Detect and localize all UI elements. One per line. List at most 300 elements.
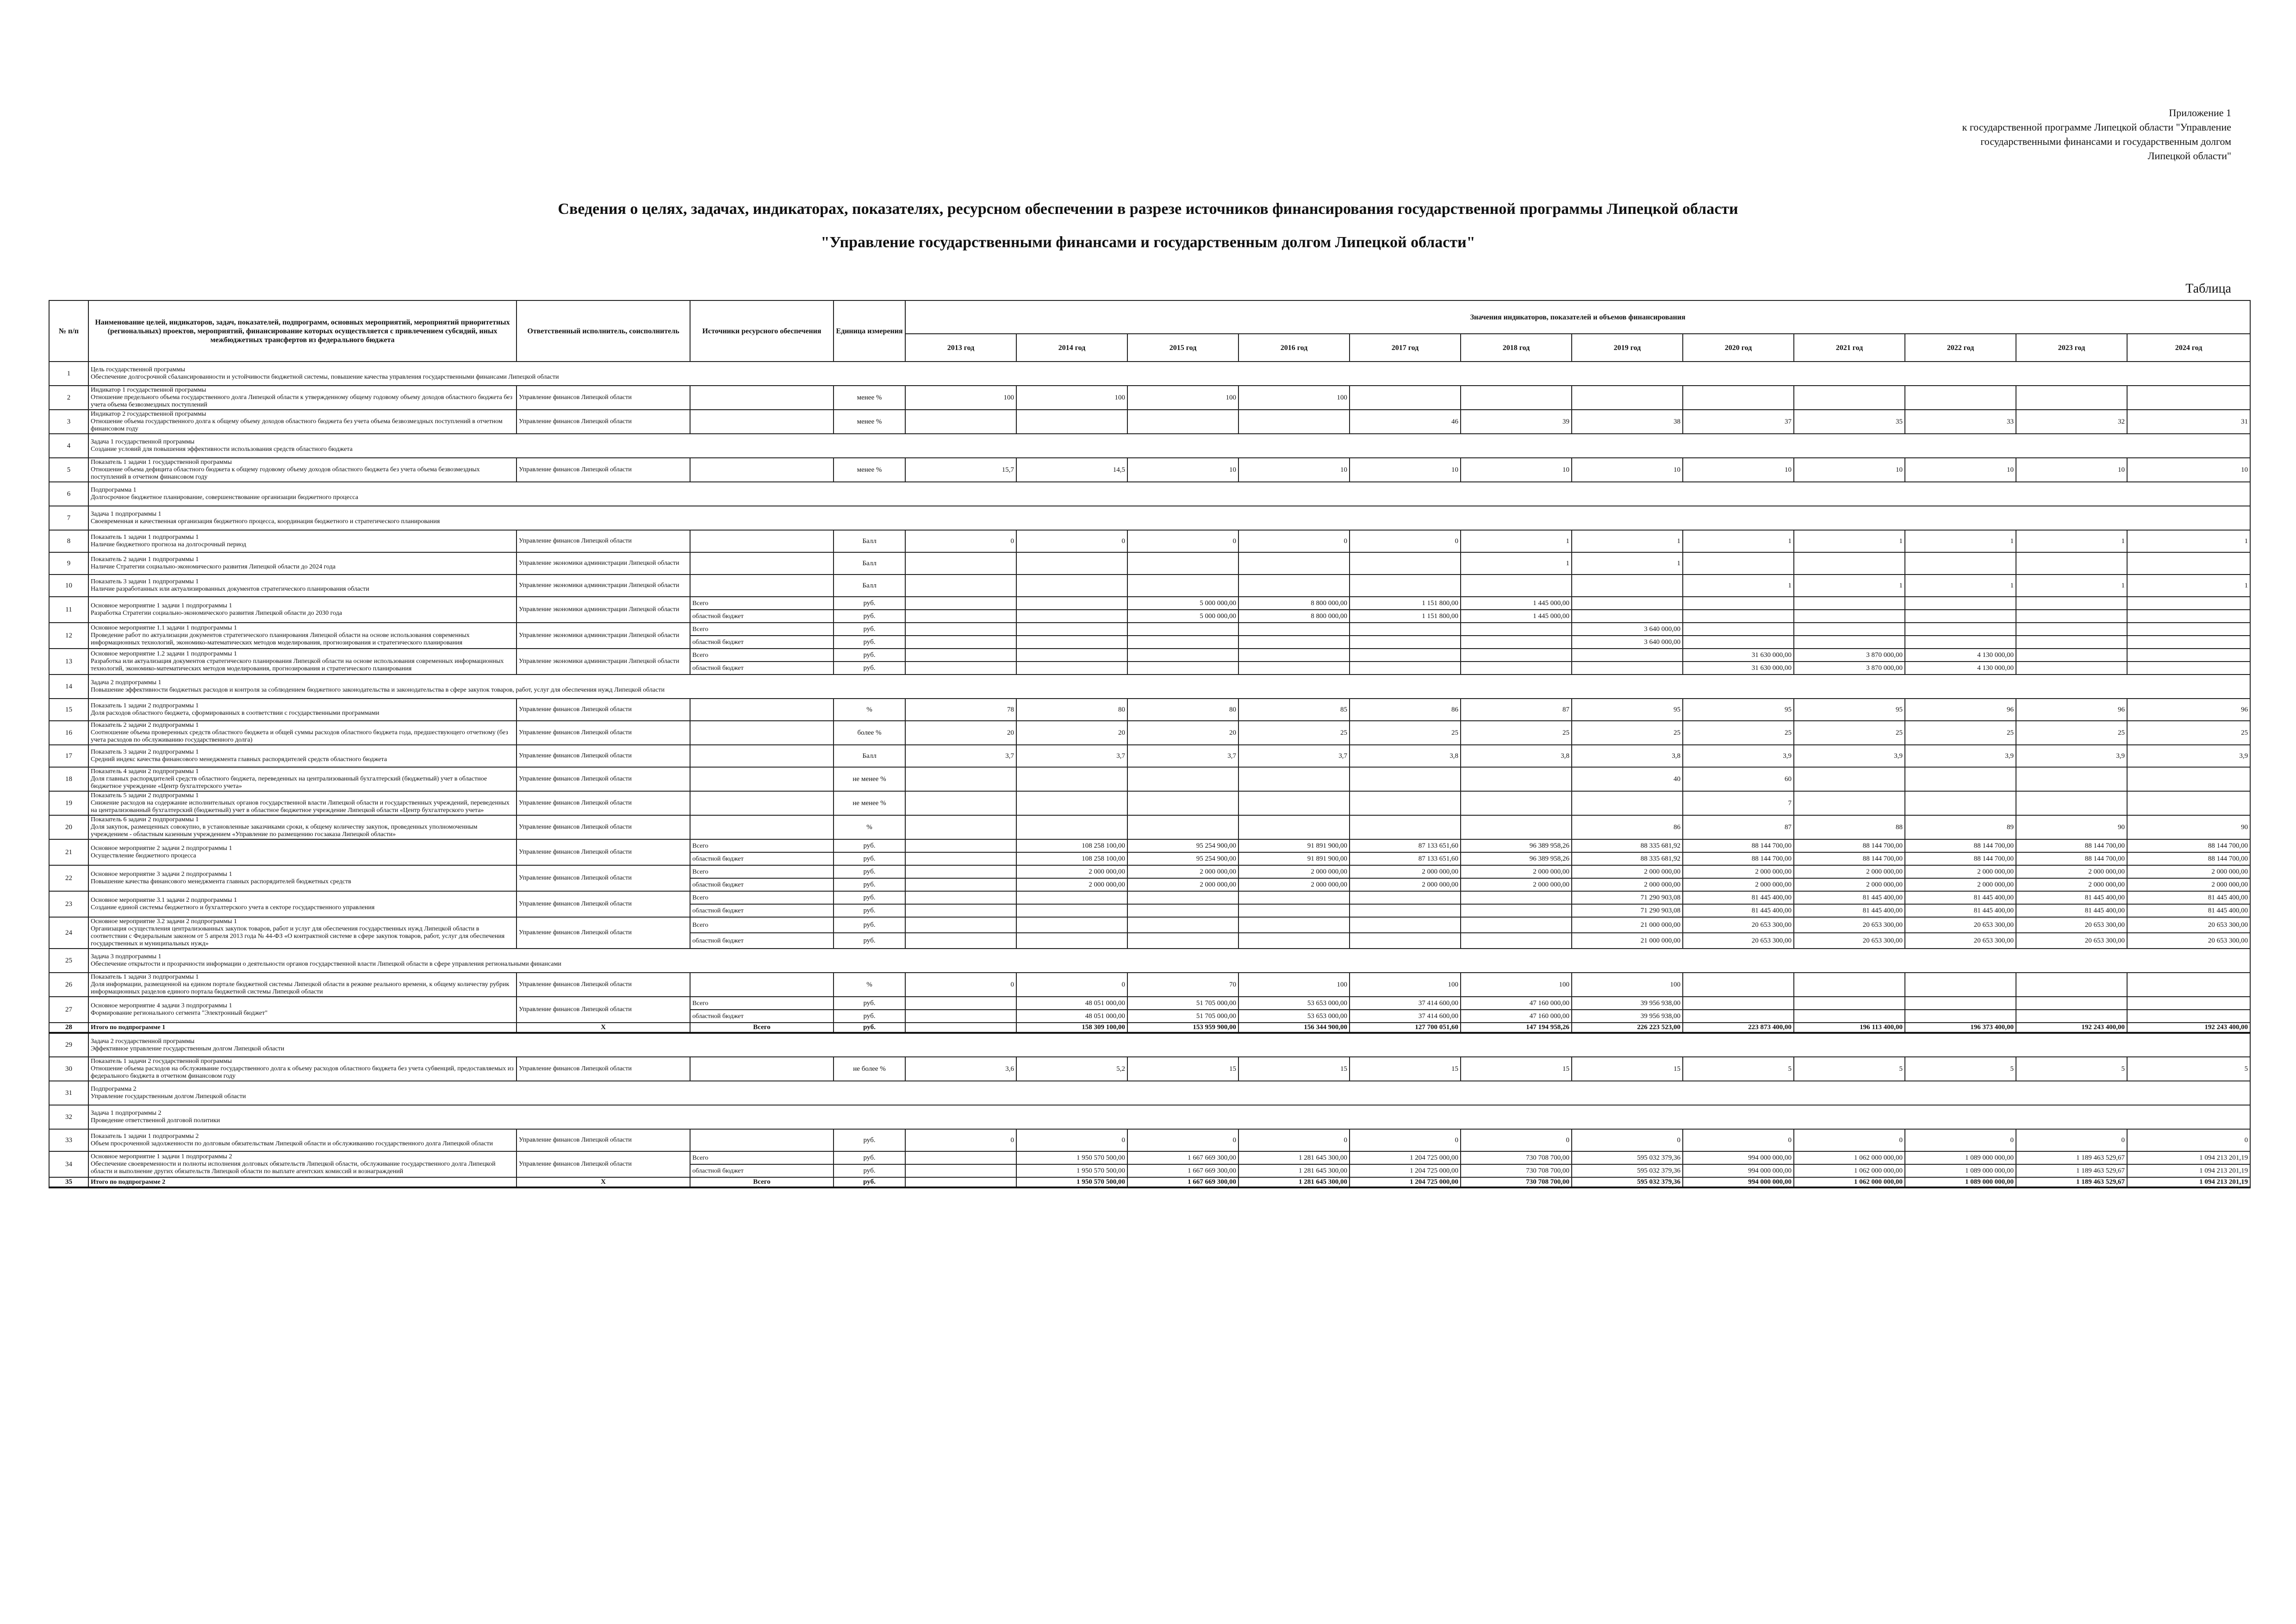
value-cell: 4 130 000,00 <box>1905 649 2016 662</box>
value-cell <box>1794 386 1905 410</box>
table-row <box>49 575 2250 597</box>
value-cell <box>1016 575 1127 597</box>
value-cell: 3,7 <box>1127 745 1238 767</box>
value-cell: 2 000 000,00 <box>1572 865 1683 878</box>
value-cell: 223 873 400,00 <box>1683 1023 1794 1033</box>
row-unit: Балл <box>834 552 905 575</box>
value-cell: 2 000 000,00 <box>1461 865 1572 878</box>
value-cell: 86 <box>1572 815 1683 839</box>
table-row <box>49 949 2250 973</box>
value-cell <box>1905 973 2016 997</box>
value-cell: 730 708 700,00 <box>1461 1177 1572 1187</box>
row-number: 28 <box>49 1023 88 1033</box>
value-cell: 8 800 000,00 <box>1238 597 1350 610</box>
value-cell: 96 <box>1905 699 2016 721</box>
value-cell: 1 <box>1905 575 2016 597</box>
value-cell <box>1461 815 1572 839</box>
value-cell: 10 <box>2127 458 2250 482</box>
value-cell: 1 094 213 201,19 <box>2127 1164 2250 1177</box>
header-num: № п/п <box>49 300 88 362</box>
value-cell: 2 000 000,00 <box>1794 878 1905 891</box>
table-row <box>49 917 2250 933</box>
value-cell: 100 <box>1238 386 1350 410</box>
value-cell <box>1127 917 1238 933</box>
row-source: областной бюджет <box>690 1010 834 1023</box>
value-cell <box>905 933 1016 949</box>
row-description: Показатель 1 задачи 1 государственной программы Отношение объема дефицита областного бюджета к общему годовому объему доходов областного бюджета без учета объема безвозмездных поступлений в отчетном финансовом году <box>88 458 516 482</box>
row-unit: руб. <box>834 610 905 623</box>
value-cell: 15 <box>1127 1057 1238 1081</box>
value-cell <box>1350 575 1461 597</box>
value-cell <box>1238 410 1350 434</box>
value-cell <box>1683 997 1794 1010</box>
value-cell <box>1683 973 1794 997</box>
row-unit: Балл <box>834 745 905 767</box>
value-cell: 20 <box>905 721 1016 745</box>
table-row <box>49 973 2250 997</box>
row-source <box>690 1057 834 1081</box>
value-cell <box>905 410 1016 434</box>
value-cell: 35 <box>1794 410 1905 434</box>
row-description: Основное мероприятие 3.1 задачи 2 подпрограммы 1 Создание единой системы бюджетного и бухгалтерского учета в секторе государственного управления <box>88 891 516 917</box>
row-number: 25 <box>49 949 88 973</box>
value-cell <box>1350 791 1461 815</box>
row-source: Всего <box>690 997 834 1010</box>
value-cell <box>1016 791 1127 815</box>
value-cell: 20 653 300,00 <box>1905 933 2016 949</box>
value-cell: 1 <box>2127 530 2250 552</box>
value-cell: 1 189 463 529,67 <box>2016 1177 2127 1187</box>
value-cell: 1 <box>1683 575 1794 597</box>
row-unit: не менее % <box>834 791 905 815</box>
section-title: Задача 2 подпрограммы 1 Повышение эффективности бюджетных расходов и контроля за соблюдением бюджетного законодательства и законодательства в сфере закупок товаров, работ, услуг для обеспечения нужд Липецкой области <box>88 675 2250 699</box>
value-cell: 0 <box>905 530 1016 552</box>
program-title: "Управление государственными финансами и государственным долгом Липецкой области" <box>821 234 1475 251</box>
table-label: Таблица <box>2185 281 2231 296</box>
table-row <box>49 839 2250 852</box>
row-source: областной бюджет <box>690 878 834 891</box>
value-cell: 730 708 700,00 <box>1461 1151 1572 1164</box>
row-unit: руб. <box>834 865 905 878</box>
value-cell <box>1905 623 2016 636</box>
value-cell: 88 335 681,92 <box>1572 852 1683 865</box>
row-source: Всего <box>690 597 834 610</box>
row-source <box>690 699 834 721</box>
value-cell: 5 <box>1905 1057 2016 1081</box>
row-responsible: Управление финансов Липецкой области <box>516 410 690 434</box>
row-source <box>690 791 834 815</box>
row-description: Показатель 1 задачи 2 подпрограммы 1 Доля расходов областного бюджета, сформированных в соответствии с государственными программами <box>88 699 516 721</box>
value-cell: 88 144 700,00 <box>1683 852 1794 865</box>
row-description: Показатель 1 задачи 1 подпрограммы 1 Наличие бюджетного прогноза на долгосрочный период <box>88 530 516 552</box>
row-responsible: Управление финансов Липецкой области <box>516 1057 690 1081</box>
value-cell <box>1016 649 1127 662</box>
value-cell <box>1461 891 1572 904</box>
value-cell: 48 051 000,00 <box>1016 997 1127 1010</box>
value-cell: 87 <box>1683 815 1794 839</box>
row-number: 19 <box>49 791 88 815</box>
value-cell <box>1016 933 1127 949</box>
row-number: 7 <box>49 506 88 530</box>
row-unit: менее % <box>834 386 905 410</box>
value-cell <box>2016 767 2127 791</box>
value-cell <box>1461 386 1572 410</box>
value-cell: 88 144 700,00 <box>1905 839 2016 852</box>
row-unit: руб. <box>834 1151 905 1164</box>
table-row <box>49 1151 2250 1164</box>
value-cell <box>1461 649 1572 662</box>
value-cell <box>1683 623 1794 636</box>
value-cell: 100 <box>1127 386 1238 410</box>
row-number: 3 <box>49 410 88 434</box>
value-cell: 10 <box>1350 458 1461 482</box>
row-responsible: Управление финансов Липецкой области <box>516 815 690 839</box>
value-cell <box>2127 973 2250 997</box>
value-cell: 53 653 000,00 <box>1238 1010 1350 1023</box>
value-cell: 3,8 <box>1572 745 1683 767</box>
header-name: Наименование целей, индикаторов, задач, показателей, подпрограмм, основных мероприятий, мероприятий приоритетных (региональных) проектов, мероприятий, финансирование которых осуществляется с привлечением субсидий, иных межбюджетных трансфертов из федерального бюджета <box>88 300 516 362</box>
row-unit: менее % <box>834 410 905 434</box>
value-cell: 8 800 000,00 <box>1238 610 1350 623</box>
value-cell <box>905 904 1016 917</box>
value-cell: 1 <box>1461 552 1572 575</box>
value-cell <box>1461 933 1572 949</box>
header-year: 2017 год <box>1350 334 1461 362</box>
value-cell: 2 000 000,00 <box>1016 878 1127 891</box>
row-unit: руб. <box>834 1010 905 1023</box>
value-cell <box>2127 767 2250 791</box>
value-cell: 80 <box>1016 699 1127 721</box>
value-cell: 15 <box>1238 1057 1350 1081</box>
row-responsible: Управление финансов Липецкой области <box>516 839 690 865</box>
value-cell: 1 445 000,00 <box>1461 597 1572 610</box>
value-cell: 60 <box>1683 767 1794 791</box>
row-unit: % <box>834 699 905 721</box>
value-cell <box>1461 636 1572 649</box>
row-description: Основное мероприятие 3 задачи 2 подпрограммы 1 Повышение качества финансового менеджмента главных распорядителей бюджетных средств <box>88 865 516 891</box>
value-cell <box>2127 791 2250 815</box>
table-row <box>49 1105 2250 1129</box>
value-cell: 10 <box>1572 458 1683 482</box>
value-cell: 100 <box>1572 973 1683 997</box>
value-cell: 15 <box>1572 1057 1683 1081</box>
value-cell: 1 281 645 300,00 <box>1238 1151 1350 1164</box>
value-cell <box>1016 552 1127 575</box>
row-description: Показатель 2 задачи 2 подпрограммы 1 Соотношение объема проверенных средств областного бюджета и общей суммы расходов областного бюджета года, предшествующего отчетному (без учета расходов по обслуживанию государственного долга) <box>88 721 516 745</box>
value-cell: 1 062 000 000,00 <box>1794 1177 1905 1187</box>
value-cell: 3 870 000,00 <box>1794 649 1905 662</box>
value-cell: 39 956 938,00 <box>1572 997 1683 1010</box>
table-row <box>49 597 2250 610</box>
row-unit: руб. <box>834 904 905 917</box>
value-cell: 20 653 300,00 <box>2016 917 2127 933</box>
value-cell: 127 700 051,60 <box>1350 1023 1461 1033</box>
row-description: Основное мероприятие 4 задачи 3 подпрограммы 1 Формирование регионального сегмента "Электронный бюджет" <box>88 997 516 1023</box>
table-row <box>49 675 2250 699</box>
value-cell: 1 <box>1794 530 1905 552</box>
value-cell <box>905 839 1016 852</box>
value-cell <box>905 917 1016 933</box>
row-responsible: Управление экономики администрации Липецкой области <box>516 552 690 575</box>
value-cell <box>905 865 1016 878</box>
value-cell: 147 194 958,26 <box>1461 1023 1572 1033</box>
value-cell <box>1905 767 2016 791</box>
row-unit: руб. <box>834 662 905 675</box>
value-cell: 1 189 463 529,67 <box>2016 1164 2127 1177</box>
header-year: 2023 год <box>2016 334 2127 362</box>
value-cell <box>1127 933 1238 949</box>
value-cell <box>1683 552 1794 575</box>
value-cell: 88 144 700,00 <box>1683 839 1794 852</box>
value-cell <box>1238 662 1350 675</box>
value-cell: 71 290 903,08 <box>1572 904 1683 917</box>
value-cell: 1 <box>1572 530 1683 552</box>
row-number: 22 <box>49 865 88 891</box>
row-unit: руб. <box>834 917 905 933</box>
value-cell: 1 <box>2016 575 2127 597</box>
value-cell <box>2127 997 2250 1010</box>
value-cell: 47 160 000,00 <box>1461 1010 1572 1023</box>
value-cell: 25 <box>1794 721 1905 745</box>
row-source: Всего <box>690 839 834 852</box>
row-source <box>690 815 834 839</box>
value-cell: 1 089 000 000,00 <box>1905 1177 2016 1187</box>
total-row <box>49 1177 2250 1187</box>
value-cell: 2 000 000,00 <box>1905 865 2016 878</box>
value-cell <box>1572 662 1683 675</box>
value-cell: 71 290 903,08 <box>1572 891 1683 904</box>
row-number: 14 <box>49 675 88 699</box>
row-unit: Балл <box>834 575 905 597</box>
value-cell: 20 653 300,00 <box>1794 933 1905 949</box>
row-number: 24 <box>49 917 88 949</box>
value-cell: 87 133 651,60 <box>1350 852 1461 865</box>
row-responsible: Управление финансов Липецкой области <box>516 917 690 949</box>
value-cell: 25 <box>1238 721 1350 745</box>
value-cell: 88 144 700,00 <box>1905 852 2016 865</box>
row-source: Всего <box>690 1177 834 1187</box>
row-description: Индикатор 2 государственной программы Отношение объема государственного долга к общему объему доходов областного бюджета без учета объема безвозмездных поступлений в отчетном финансовом году <box>88 410 516 434</box>
value-cell: 0 <box>1461 1129 1572 1151</box>
row-description: Основное мероприятие 1 задачи 1 подпрограммы 1 Разработка Стратегии социально-экономического развития Липецкой области до 2030 года <box>88 597 516 623</box>
value-cell: 0 <box>1016 973 1127 997</box>
value-cell: 2 000 000,00 <box>1238 865 1350 878</box>
value-cell <box>1127 662 1238 675</box>
header-values: Значения индикаторов, показателей и объемов финансирования <box>905 300 2250 334</box>
value-cell <box>905 623 1016 636</box>
value-cell: 0 <box>1016 1129 1127 1151</box>
value-cell: 1 281 645 300,00 <box>1238 1164 1350 1177</box>
row-number: 27 <box>49 997 88 1023</box>
value-cell: 20 653 300,00 <box>2127 933 2250 949</box>
row-source: Всего <box>690 649 834 662</box>
value-cell: 91 891 900,00 <box>1238 839 1350 852</box>
value-cell <box>1127 767 1238 791</box>
row-responsible: Управление экономики администрации Липецкой области <box>516 649 690 675</box>
value-cell: 730 708 700,00 <box>1461 1164 1572 1177</box>
value-cell: 10 <box>1905 458 2016 482</box>
value-cell <box>1127 410 1238 434</box>
row-source <box>690 767 834 791</box>
row-description: Показатель 3 задачи 2 подпрограммы 1 Средний индекс качества финансового менеджмента главных распорядителей средств областного бюджета <box>88 745 516 767</box>
row-unit: руб. <box>834 1164 905 1177</box>
value-cell: 2 000 000,00 <box>1572 878 1683 891</box>
row-unit: руб. <box>834 1177 905 1187</box>
value-cell <box>905 997 1016 1010</box>
appendix-note <box>1815 106 2231 163</box>
value-cell: 95 254 900,00 <box>1127 839 1238 852</box>
value-cell <box>1905 636 2016 649</box>
value-cell <box>905 597 1016 610</box>
value-cell: 20 653 300,00 <box>2016 933 2127 949</box>
value-cell: 86 <box>1350 699 1461 721</box>
value-cell: 32 <box>2016 410 2127 434</box>
value-cell <box>1905 791 2016 815</box>
row-responsible: Управление экономики администрации Липецкой области <box>516 575 690 597</box>
value-cell: 5,2 <box>1016 1057 1127 1081</box>
row-responsible: Управление финансов Липецкой области <box>516 745 690 767</box>
value-cell <box>1350 904 1461 917</box>
value-cell: 1 950 570 500,00 <box>1016 1177 1127 1187</box>
value-cell: 1 <box>1905 530 2016 552</box>
value-cell: 595 032 379,36 <box>1572 1151 1683 1164</box>
value-cell: 38 <box>1572 410 1683 434</box>
value-cell <box>1350 386 1461 410</box>
value-cell <box>1016 410 1127 434</box>
header-year: 2018 год <box>1461 334 1572 362</box>
value-cell <box>2016 623 2127 636</box>
value-cell <box>1238 649 1350 662</box>
row-responsible: Управление финансов Липецкой области <box>516 1129 690 1151</box>
section-title: Задача 1 подпрограммы 2 Проведение ответственной долговой политики <box>88 1105 2250 1129</box>
value-cell <box>1238 552 1350 575</box>
table-row <box>49 865 2250 878</box>
row-source <box>690 530 834 552</box>
value-cell: 1 189 463 529,67 <box>2016 1151 2127 1164</box>
row-unit: руб. <box>834 852 905 865</box>
value-cell: 20 653 300,00 <box>1794 917 1905 933</box>
row-number: 23 <box>49 891 88 917</box>
value-cell <box>1238 767 1350 791</box>
value-cell <box>1350 917 1461 933</box>
value-cell <box>2127 386 2250 410</box>
row-source <box>690 973 834 997</box>
value-cell <box>1905 597 2016 610</box>
total-row <box>49 1023 2250 1033</box>
value-cell <box>905 1023 1016 1033</box>
value-cell: 5 <box>1794 1057 1905 1081</box>
value-cell: 2 000 000,00 <box>1461 878 1572 891</box>
value-cell: 1 089 000 000,00 <box>1905 1151 2016 1164</box>
value-cell <box>2016 791 2127 815</box>
value-cell: 1 <box>1461 530 1572 552</box>
table-row <box>49 1129 2250 1151</box>
value-cell <box>1350 815 1461 839</box>
value-cell: 88 144 700,00 <box>2016 852 2127 865</box>
value-cell <box>2127 636 2250 649</box>
value-cell <box>1127 815 1238 839</box>
value-cell <box>1683 610 1794 623</box>
value-cell <box>1572 597 1683 610</box>
value-cell <box>1794 610 1905 623</box>
value-cell <box>1350 623 1461 636</box>
value-cell: 39 956 938,00 <box>1572 1010 1683 1023</box>
header-year: 2016 год <box>1238 334 1350 362</box>
header-year: 2019 год <box>1572 334 1683 362</box>
value-cell: 88 <box>1794 815 1905 839</box>
value-cell <box>1794 597 1905 610</box>
value-cell: 88 144 700,00 <box>2016 839 2127 852</box>
value-cell: 95 254 900,00 <box>1127 852 1238 865</box>
value-cell: 1 667 669 300,00 <box>1127 1164 1238 1177</box>
row-description: Основное мероприятие 3.2 задачи 2 подпрограммы 1 Организация осуществления централизованных закупок товаров, работ и услуг для обеспечения государственных нужд Липецкой области в соответствии с Федеральным законом от 5 апреля 2013 года № 44-ФЗ «О контрактной системе в сфере закупок товаров, работ, услуг для обеспечения государственных и муниципальных нужд» <box>88 917 516 949</box>
value-cell: 96 <box>2127 699 2250 721</box>
value-cell <box>1350 933 1461 949</box>
value-cell <box>1127 891 1238 904</box>
value-cell: 20 653 300,00 <box>1683 933 1794 949</box>
row-unit: руб. <box>834 623 905 636</box>
table-row <box>49 410 2250 434</box>
value-cell: 1 <box>1683 530 1794 552</box>
value-cell <box>2016 386 2127 410</box>
value-cell: 994 000 000,00 <box>1683 1151 1794 1164</box>
value-cell <box>2127 1010 2250 1023</box>
row-source: Всего <box>690 1023 834 1033</box>
row-responsible: Управление финансов Липецкой области <box>516 721 690 745</box>
row-description: Основное мероприятие 2 задачи 2 подпрограммы 1 Осуществление бюджетного процесса <box>88 839 516 865</box>
value-cell: 10 <box>1461 458 1572 482</box>
value-cell <box>1016 597 1127 610</box>
value-cell <box>2016 973 2127 997</box>
row-unit: более % <box>834 721 905 745</box>
value-cell: 1 950 570 500,00 <box>1016 1164 1127 1177</box>
value-cell <box>1461 904 1572 917</box>
value-cell <box>1238 917 1350 933</box>
value-cell: 88 144 700,00 <box>2127 839 2250 852</box>
value-cell: 196 113 400,00 <box>1794 1023 1905 1033</box>
value-cell <box>2016 1010 2127 1023</box>
value-cell: 2 000 000,00 <box>1350 878 1461 891</box>
row-unit: руб. <box>834 997 905 1010</box>
value-cell: 88 335 681,92 <box>1572 839 1683 852</box>
value-cell: 31 630 000,00 <box>1683 662 1794 675</box>
value-cell: 88 144 700,00 <box>1794 839 1905 852</box>
value-cell <box>1683 1010 1794 1023</box>
value-cell <box>1794 791 1905 815</box>
value-cell: 1 089 000 000,00 <box>1905 1164 2016 1177</box>
value-cell: 78 <box>905 699 1016 721</box>
value-cell <box>1794 767 1905 791</box>
row-source: областной бюджет <box>690 636 834 649</box>
table-row <box>49 1033 2250 1057</box>
value-cell: 88 144 700,00 <box>1794 852 1905 865</box>
row-number: 35 <box>49 1177 88 1187</box>
value-cell <box>2127 662 2250 675</box>
row-number: 33 <box>49 1129 88 1151</box>
value-cell: 3,7 <box>1016 745 1127 767</box>
value-cell: 2 000 000,00 <box>2016 878 2127 891</box>
value-cell: 87 133 651,60 <box>1350 839 1461 852</box>
value-cell: 90 <box>2016 815 2127 839</box>
value-cell <box>1683 386 1794 410</box>
value-cell <box>905 636 1016 649</box>
row-source: Всего <box>690 917 834 933</box>
value-cell <box>905 891 1016 904</box>
value-cell: 95 <box>1683 699 1794 721</box>
row-number: 15 <box>49 699 88 721</box>
row-responsible: Управление финансов Липецкой области <box>516 386 690 410</box>
row-responsible: Управление финансов Липецкой области <box>516 1151 690 1177</box>
